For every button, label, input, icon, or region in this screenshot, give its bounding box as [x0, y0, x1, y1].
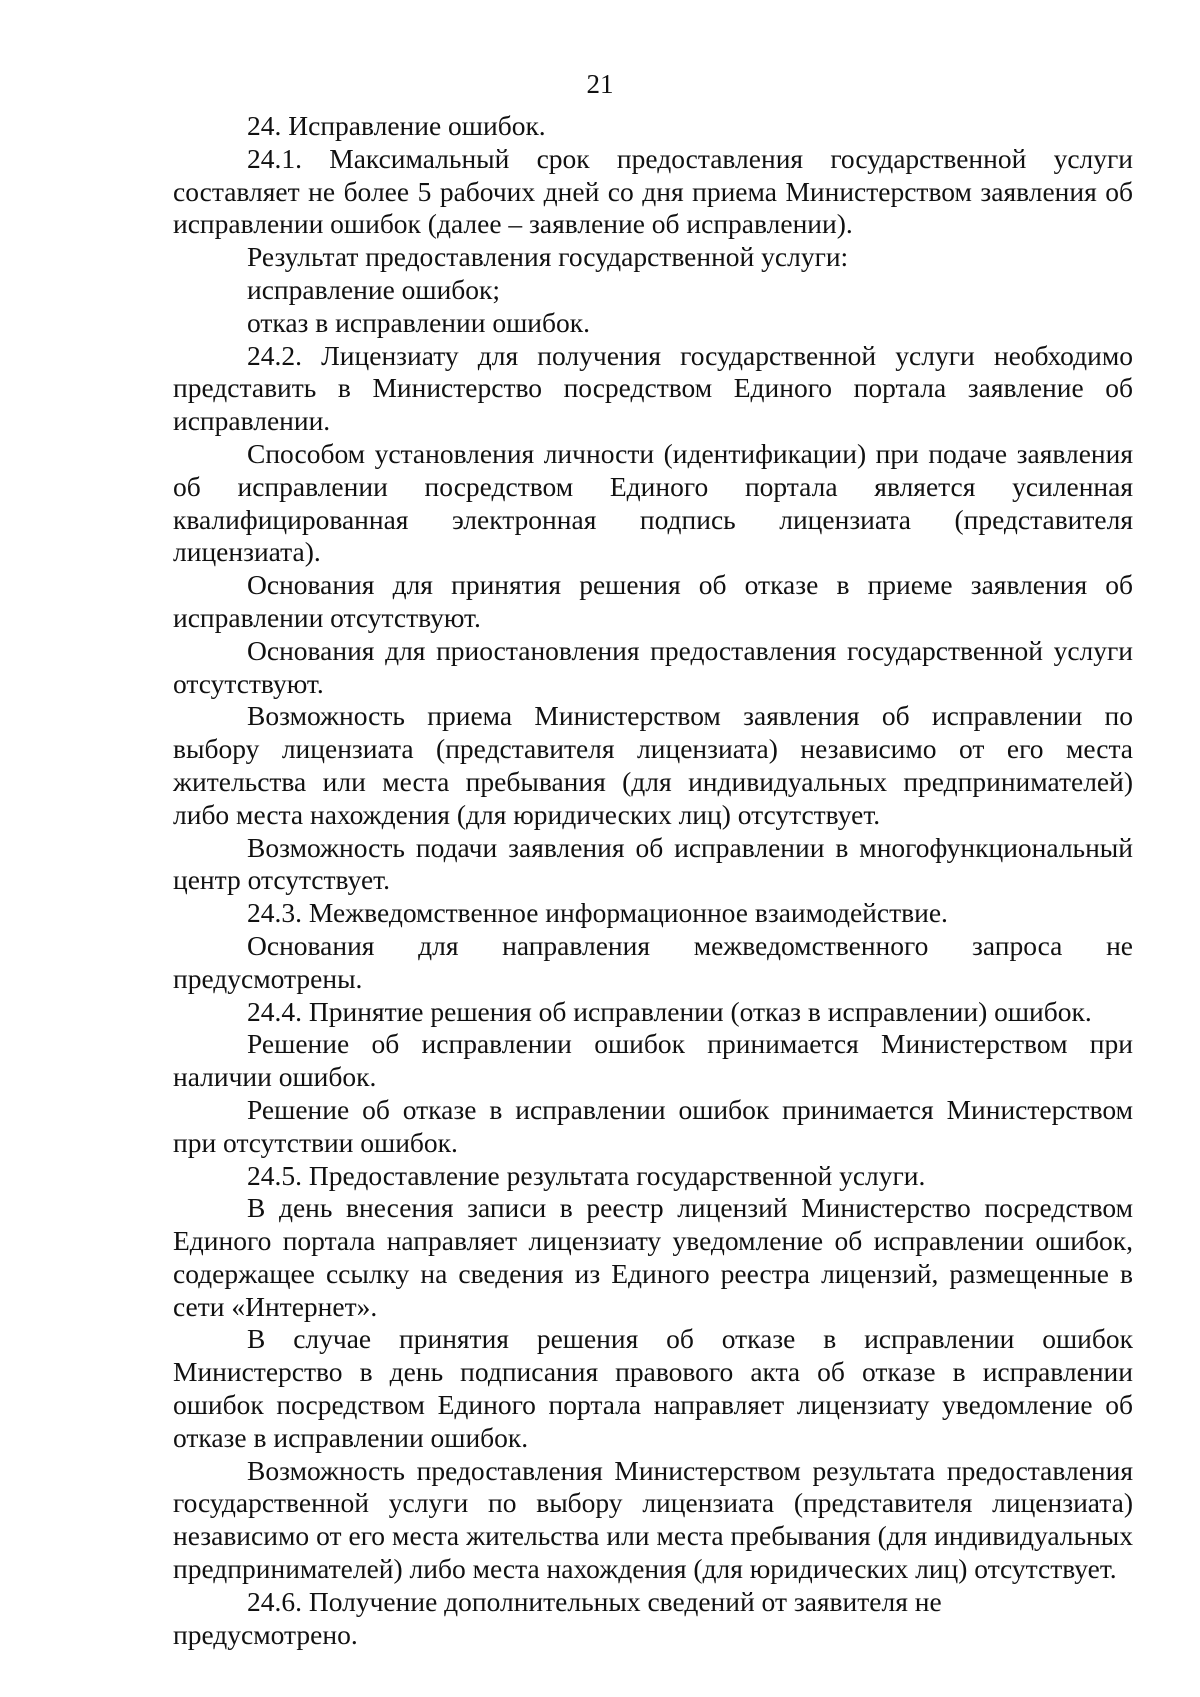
paragraph-result-intro: Результат предоставления государственной услуги:	[247, 241, 849, 273]
document-body	[173, 110, 1133, 1651]
paragraph-no-refusal-grounds: Основания для принятия решения об отказе в приеме заявления об исправлении отсутствуют.	[173, 569, 1133, 633]
paragraph-24-2: 24.2. Лицензиату для получения государственной услуги необходимо представить в Министерство посредством Единого портала заявление об исправлении.	[173, 339, 1133, 437]
paragraph-24-6: 24.6. Получение дополнительных сведений от заявителя не предусмотрено.	[173, 1585, 942, 1650]
paragraph-interagency-request: Основания для направления межведомственного запроса не предусмотрены.	[173, 929, 1133, 994]
paragraph-24-3: 24.3. Межведомственное информационное взаимодействие.	[247, 897, 948, 929]
paragraph-24-4: 24.4. Принятие решения об исправлении (отказ в исправлении) ошибок.	[247, 995, 1092, 1027]
paragraph-24-1: 24.1. Максимальный срок предоставления государственной услуги составляет не более 5 рабочих дней со дня приема Министерством заявления об исправлении ошибок (далее – заявление об исправлении).	[173, 142, 1133, 240]
list-item-correction: исправление ошибок;	[247, 273, 501, 305]
page-number: 21	[586, 69, 614, 99]
paragraph-refusal-notification: В случае принятия решения об отказе в исправлении ошибок Министерство в день подписания правового акта об отказе в исправлении ошибок посредством Единого портала направляет лицензиату уведомление об отказе в исправлении ошибок.	[173, 1323, 1133, 1453]
paragraph-correction-decision: Решение об исправлении ошибок принимается Министерством при наличии ошибок.	[173, 1028, 1133, 1093]
section-heading-24: 24. Исправление ошибок.	[247, 110, 546, 141]
paragraph-mfc-submission: Возможность подачи заявления об исправлении в многофункциональный центр отсутствует.	[173, 831, 1133, 896]
paragraph-no-suspension-grounds: Основания для приостановления предоставления государственной услуги отсутствуют.	[173, 634, 1133, 699]
paragraph-refusal-decision: Решение об отказе в исправлении ошибок принимается Министерством при отсутствии ошибок.	[173, 1093, 1133, 1158]
paragraph-24-5: 24.5. Предоставление результата государственной услуги.	[247, 1159, 926, 1191]
paragraph-notification: В день внесения записи в реестр лицензий Министерство посредством Единого портала направляет лицензиату уведомление об исправлении ошибок, содержащее ссылку на сведения из Единого реестра лицензий, размещенные в сети «Интернет».	[173, 1192, 1133, 1322]
paragraph-result-by-choice: Возможность предоставления Министерством результата предоставления государственной услуги по выбору лицензиата (представителя лицензиата) независимо от его места жительства или места пребывания (для индивидуальных предпринимателей) либо места нахождения (для юридических лиц) отсутствует.	[173, 1454, 1133, 1585]
paragraph-acceptance-by-choice: Возможность приема Министерством заявления об исправлении по выбору лицензиата (представителя лицензиата) независимо от его места жительства или места пребывания (для индивидуальных предпринимателей) либо места нахождения (для юридических лиц) отсутствует.	[173, 700, 1133, 830]
list-item-refusal: отказ в исправлении ошибок.	[247, 306, 590, 338]
paragraph-identification: Способом установления личности (идентификации) при подаче заявления об исправлении посредством Единого портала является усиленная квалифицированная электронная подпись лицензиата (представителя лицензиата).	[173, 437, 1133, 568]
